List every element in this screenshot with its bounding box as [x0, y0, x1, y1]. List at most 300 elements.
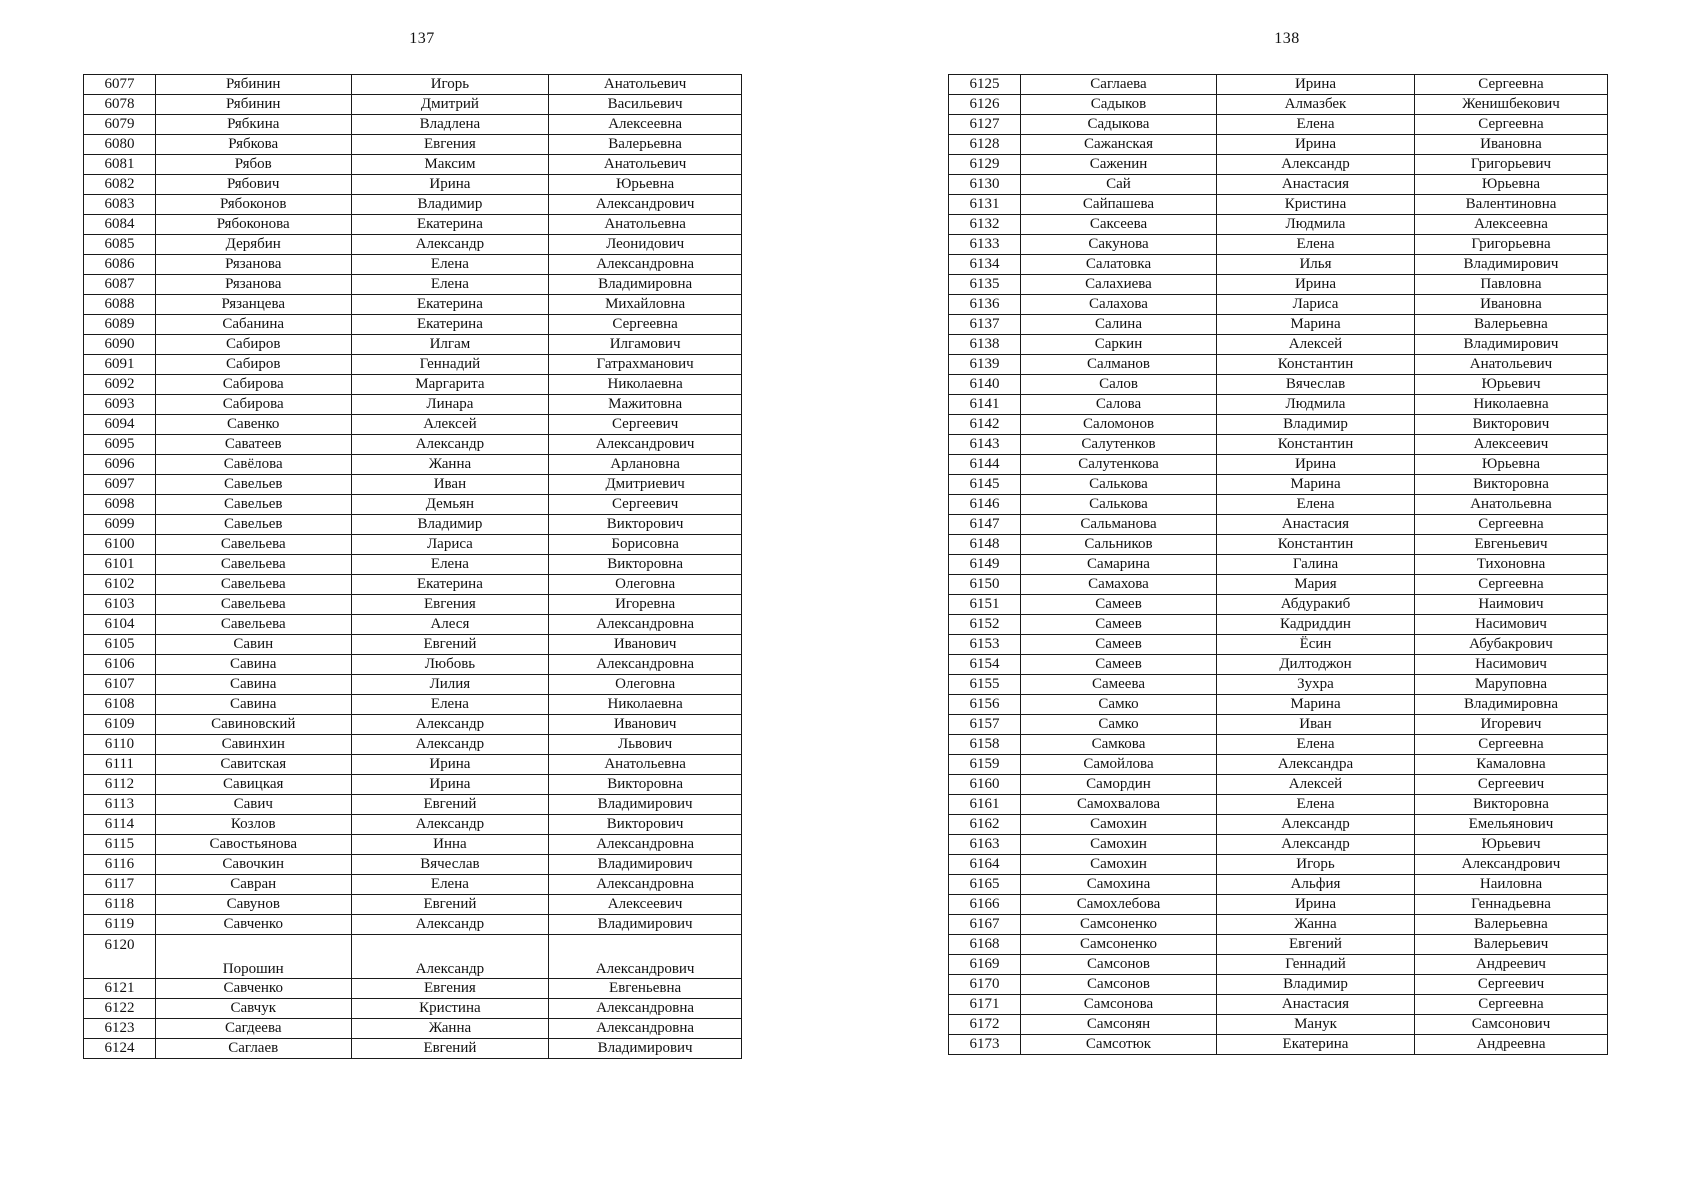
first-name-cell: Демьян — [351, 495, 549, 515]
last-name-cell: Рябов — [155, 155, 351, 175]
last-name-cell: Салатовка — [1021, 255, 1217, 275]
patronymic-cell: Дмитриевич — [549, 475, 742, 495]
row-number-cell: 6133 — [949, 235, 1021, 255]
table-row — [949, 115, 1608, 135]
row-number-cell: 6096 — [84, 455, 156, 475]
table-row — [949, 175, 1608, 195]
first-name-cell: Алеся — [351, 615, 549, 635]
first-name-cell: Владимир — [1217, 415, 1415, 435]
last-name-cell: Сай — [1021, 175, 1217, 195]
patronymic-cell: Владимирович — [549, 795, 742, 815]
row-number-cell: 6157 — [949, 715, 1021, 735]
last-name-cell: Сабанина — [155, 315, 351, 335]
first-name-cell: Геннадий — [1217, 955, 1415, 975]
first-name-cell: Евгений — [351, 1039, 549, 1059]
table-row — [84, 435, 742, 455]
first-name-cell: Ирина — [351, 775, 549, 795]
table-row — [949, 635, 1608, 655]
first-name-cell: Альфия — [1217, 875, 1415, 895]
table-row — [84, 755, 742, 775]
last-name-cell: Сакунова — [1021, 235, 1217, 255]
row-number-cell: 6149 — [949, 555, 1021, 575]
last-name-cell: Савран — [155, 875, 351, 895]
table-row — [84, 915, 742, 935]
table-row — [949, 535, 1608, 555]
table-row — [949, 875, 1608, 895]
row-number-cell: 6144 — [949, 455, 1021, 475]
patronymic-cell: Сергеевич — [549, 415, 742, 435]
table-row — [949, 215, 1608, 235]
row-number-cell: 6162 — [949, 815, 1021, 835]
last-name-cell: Саглаев — [155, 1039, 351, 1059]
table-row — [949, 715, 1608, 735]
first-name-cell: Анастасия — [1217, 995, 1415, 1015]
row-number-cell: 6100 — [84, 535, 156, 555]
row-number-cell: 6135 — [949, 275, 1021, 295]
table-row — [84, 395, 742, 415]
first-name-cell: Линара — [351, 395, 549, 415]
patronymic-cell: Валентиновна — [1415, 195, 1608, 215]
patronymic-cell: Игоревна — [549, 595, 742, 615]
last-name-cell: Самохина — [1021, 875, 1217, 895]
first-name-cell: Дмитрий — [351, 95, 549, 115]
table-row — [84, 255, 742, 275]
patronymic-cell: Анатольевич — [549, 155, 742, 175]
row-number-cell: 6172 — [949, 1015, 1021, 1035]
row-number-cell: 6170 — [949, 975, 1021, 995]
table-row — [949, 295, 1608, 315]
table-row — [84, 535, 742, 555]
row-number-cell: 6097 — [84, 475, 156, 495]
first-name-cell: Александр — [1217, 815, 1415, 835]
last-name-cell: Рябинин — [155, 75, 351, 95]
row-number-cell: 6087 — [84, 275, 156, 295]
first-name-cell: Анастасия — [1217, 175, 1415, 195]
first-name-cell: Константин — [1217, 355, 1415, 375]
table-row — [949, 435, 1608, 455]
row-number-cell: 6151 — [949, 595, 1021, 615]
row-number-cell: 6146 — [949, 495, 1021, 515]
table-row — [949, 395, 1608, 415]
table-row — [949, 795, 1608, 815]
patronymic-cell: Камаловна — [1415, 755, 1608, 775]
first-name-cell: Александр — [351, 435, 549, 455]
table-row — [949, 755, 1608, 775]
table-row — [84, 655, 742, 675]
first-name-cell: Евгения — [351, 135, 549, 155]
last-name-cell: Самохлебова — [1021, 895, 1217, 915]
first-name-cell: Александр — [351, 915, 549, 935]
patronymic-cell: Александровна — [549, 1019, 742, 1039]
patronymic-cell: Евгеньевич — [1415, 535, 1608, 555]
row-number-cell: 6117 — [84, 875, 156, 895]
first-name-cell: Владимир — [351, 515, 549, 535]
first-name-cell: Алмазбек — [1217, 95, 1415, 115]
row-number-cell: 6153 — [949, 635, 1021, 655]
last-name-cell: Самсоненко — [1021, 935, 1217, 955]
patronymic-cell: Валерьевич — [1415, 935, 1608, 955]
patronymic-cell: Ивановна — [1415, 295, 1608, 315]
last-name-cell: Самеев — [1021, 635, 1217, 655]
row-number-cell: 6091 — [84, 355, 156, 375]
first-name-cell: Александр — [351, 735, 549, 755]
patronymic-cell: Борисовна — [549, 535, 742, 555]
table-row — [949, 275, 1608, 295]
last-name-cell: Самеев — [1021, 595, 1217, 615]
first-name-cell: Евгения — [351, 595, 549, 615]
table-row — [949, 975, 1608, 995]
row-number-cell: 6119 — [84, 915, 156, 935]
table-row — [949, 475, 1608, 495]
first-name-cell: Ирина — [1217, 135, 1415, 155]
row-number-cell: 6167 — [949, 915, 1021, 935]
patronymic-cell: Геннадьевна — [1415, 895, 1608, 915]
row-number-cell: 6132 — [949, 215, 1021, 235]
table-row — [949, 515, 1608, 535]
last-name-cell: Савин — [155, 635, 351, 655]
row-number-cell: 6147 — [949, 515, 1021, 535]
first-name-cell: Ирина — [1217, 275, 1415, 295]
last-name-cell: Салов — [1021, 375, 1217, 395]
first-name-cell: Екатерина — [351, 315, 549, 335]
row-number-cell: 6102 — [84, 575, 156, 595]
last-name-cell: Савина — [155, 655, 351, 675]
last-name-cell: Саглаева — [1021, 75, 1217, 95]
patronymic-cell: Александрович — [549, 435, 742, 455]
first-name-cell: Иван — [1217, 715, 1415, 735]
row-number-cell: 6109 — [84, 715, 156, 735]
first-name-cell: Елена — [1217, 235, 1415, 255]
row-number-cell: 6078 — [84, 95, 156, 115]
last-name-cell: Савинхин — [155, 735, 351, 755]
patronymic-cell: Алексеевна — [1415, 215, 1608, 235]
last-name-cell: Савич — [155, 795, 351, 815]
first-name-cell: Дилтоджон — [1217, 655, 1415, 675]
patronymic-cell: Ивановна — [1415, 135, 1608, 155]
first-name-cell: Геннадий — [351, 355, 549, 375]
table-row — [949, 375, 1608, 395]
table-row — [949, 75, 1608, 95]
patronymic-cell: Евгеньевна — [549, 979, 742, 999]
patronymic-cell: Владимирович — [549, 1039, 742, 1059]
table-row — [84, 175, 742, 195]
table-row — [84, 455, 742, 475]
last-name-cell: Савельева — [155, 575, 351, 595]
patronymic-cell: Леонидович — [549, 235, 742, 255]
first-name-cell: Вячеслав — [351, 855, 549, 875]
row-number-cell: 6094 — [84, 415, 156, 435]
table-row — [949, 915, 1608, 935]
first-name-cell: Елена — [351, 255, 549, 275]
patronymic-cell: Александровна — [549, 875, 742, 895]
patronymic-cell: Викторович — [549, 515, 742, 535]
table-row — [84, 295, 742, 315]
patronymic-cell: Иванович — [549, 635, 742, 655]
table-row — [949, 815, 1608, 835]
table-row — [84, 635, 742, 655]
row-number-cell: 6107 — [84, 675, 156, 695]
table-row — [949, 575, 1608, 595]
table-row — [949, 455, 1608, 475]
first-name-cell: Лилия — [351, 675, 549, 695]
patronymic-cell: Тихоновна — [1415, 555, 1608, 575]
first-name-cell: Евгения — [351, 979, 549, 999]
first-name-cell: Жанна — [1217, 915, 1415, 935]
last-name-cell: Самко — [1021, 695, 1217, 715]
first-name-cell: Александр — [1217, 835, 1415, 855]
patronymic-cell: Львович — [549, 735, 742, 755]
first-name-cell: Людмила — [1217, 215, 1415, 235]
row-number-cell: 6128 — [949, 135, 1021, 155]
last-name-cell: Савенко — [155, 415, 351, 435]
table-row — [84, 735, 742, 755]
first-name-cell: Екатерина — [351, 215, 549, 235]
last-name-cell: Савунов — [155, 895, 351, 915]
patronymic-cell: Олеговна — [549, 675, 742, 695]
first-name-cell: Людмила — [1217, 395, 1415, 415]
last-name-cell: Сальманова — [1021, 515, 1217, 535]
row-number-cell: 6104 — [84, 615, 156, 635]
patronymic-cell: Наимович — [1415, 595, 1608, 615]
patronymic-cell: Самсонович — [1415, 1015, 1608, 1035]
last-name-cell: Сагдеева — [155, 1019, 351, 1039]
table-row — [949, 235, 1608, 255]
last-name-cell: Сажанская — [1021, 135, 1217, 155]
first-name-cell: Иван — [351, 475, 549, 495]
roster-table-right — [948, 74, 1608, 1055]
row-number-cell: 6114 — [84, 815, 156, 835]
patronymic-cell: Наиловна — [1415, 875, 1608, 895]
patronymic-cell: Анатольевна — [1415, 495, 1608, 515]
row-number-cell: 6150 — [949, 575, 1021, 595]
first-name-cell: Илгам — [351, 335, 549, 355]
row-number-cell: 6112 — [84, 775, 156, 795]
patronymic-cell: Алексеевич — [1415, 435, 1608, 455]
row-number-cell: 6173 — [949, 1035, 1021, 1055]
row-number-cell: 6148 — [949, 535, 1021, 555]
row-number-cell: 6082 — [84, 175, 156, 195]
table-row — [84, 215, 742, 235]
table-row — [84, 315, 742, 335]
table-row — [949, 95, 1608, 115]
table-row — [949, 135, 1608, 155]
first-name-cell: Ёсин — [1217, 635, 1415, 655]
page-number-left: 137 — [409, 30, 435, 47]
row-number-cell: 6164 — [949, 855, 1021, 875]
last-name-cell: Саркин — [1021, 335, 1217, 355]
patronymic-cell: Мажитовна — [549, 395, 742, 415]
patronymic-cell: Юрьевна — [1415, 175, 1608, 195]
row-number-cell: 6160 — [949, 775, 1021, 795]
row-number-cell: 6086 — [84, 255, 156, 275]
first-name-cell: Кадриддин — [1217, 615, 1415, 635]
patronymic-cell: Николаевна — [1415, 395, 1608, 415]
last-name-cell: Салутенкова — [1021, 455, 1217, 475]
table-row — [949, 955, 1608, 975]
first-name-cell: Александр — [351, 715, 549, 735]
table-row — [949, 415, 1608, 435]
row-number-cell: 6125 — [949, 75, 1021, 95]
row-number-cell: 6083 — [84, 195, 156, 215]
first-name-cell: Ирина — [351, 755, 549, 775]
patronymic-cell: Юрьевич — [1415, 375, 1608, 395]
table-row — [949, 855, 1608, 875]
first-name-cell: Абдуракиб — [1217, 595, 1415, 615]
table-row — [84, 135, 742, 155]
patronymic-cell: Илгамович — [549, 335, 742, 355]
last-name-cell: Саломонов — [1021, 415, 1217, 435]
table-row — [84, 475, 742, 495]
first-name-cell: Любовь — [351, 655, 549, 675]
patronymic-cell: Николаевна — [549, 695, 742, 715]
table-row — [84, 335, 742, 355]
table-row — [949, 675, 1608, 695]
patronymic-cell: Валерьевна — [1415, 315, 1608, 335]
patronymic-cell: Юрьевич — [1415, 835, 1608, 855]
table-row — [84, 375, 742, 395]
last-name-cell: Салманов — [1021, 355, 1217, 375]
row-number-cell: 6115 — [84, 835, 156, 855]
table-row — [84, 595, 742, 615]
patronymic-cell: Григорьевна — [1415, 235, 1608, 255]
first-name-cell: Владимир — [1217, 975, 1415, 995]
last-name-cell: Самсонов — [1021, 975, 1217, 995]
patronymic-cell: Насимович — [1415, 655, 1608, 675]
first-name-cell: Екатерина — [351, 575, 549, 595]
last-name-cell: Самеева — [1021, 675, 1217, 695]
first-name-cell: Инна — [351, 835, 549, 855]
row-number-cell: 6122 — [84, 999, 156, 1019]
last-name-cell: Савельев — [155, 495, 351, 515]
last-name-cell: Самохин — [1021, 815, 1217, 835]
row-number-cell: 6129 — [949, 155, 1021, 175]
row-number-cell: 6137 — [949, 315, 1021, 335]
last-name-cell: Рязанова — [155, 255, 351, 275]
last-name-cell: Самсонов — [1021, 955, 1217, 975]
table-row — [84, 775, 742, 795]
row-number-cell: 6121 — [84, 979, 156, 999]
last-name-cell: Салькова — [1021, 475, 1217, 495]
first-name-cell: Алексей — [1217, 775, 1415, 795]
row-number-cell: 6108 — [84, 695, 156, 715]
first-name-cell: Константин — [1217, 535, 1415, 555]
patronymic-cell: Игоревич — [1415, 715, 1608, 735]
last-name-cell: Савитская — [155, 755, 351, 775]
patronymic-cell: Викторович — [549, 815, 742, 835]
row-number-cell: 6103 — [84, 595, 156, 615]
first-name-cell: Елена — [1217, 495, 1415, 515]
last-name-cell: Сабирова — [155, 375, 351, 395]
last-name-cell: Дерябин — [155, 235, 351, 255]
patronymic-cell: Сергеевна — [1415, 75, 1608, 95]
row-number-cell: 6161 — [949, 795, 1021, 815]
row-number-cell: 6090 — [84, 335, 156, 355]
table-row — [949, 895, 1608, 915]
last-name-cell: Самеев — [1021, 655, 1217, 675]
table-row — [84, 1019, 742, 1039]
last-name-cell: Рябоконова — [155, 215, 351, 235]
table-row — [84, 75, 742, 95]
first-name-cell: Лариса — [1217, 295, 1415, 315]
row-number-cell: 6138 — [949, 335, 1021, 355]
row-number-cell: 6081 — [84, 155, 156, 175]
first-name-cell: Ирина — [1217, 895, 1415, 915]
table-row — [949, 335, 1608, 355]
row-number-cell: 6106 — [84, 655, 156, 675]
patronymic-cell: Александрович — [549, 195, 742, 215]
patronymic-cell: Юрьевна — [549, 175, 742, 195]
patronymic-cell: Андреевич — [1415, 955, 1608, 975]
patronymic-cell: Сергеевна — [1415, 515, 1608, 535]
table-row — [84, 935, 742, 979]
last-name-cell: Сальников — [1021, 535, 1217, 555]
patronymic-cell: Николаевна — [549, 375, 742, 395]
table-row — [949, 495, 1608, 515]
patronymic-cell: Маруповна — [1415, 675, 1608, 695]
row-number-cell: 6169 — [949, 955, 1021, 975]
table-row — [949, 1015, 1608, 1035]
table-row — [84, 795, 742, 815]
last-name-cell: Садыкова — [1021, 115, 1217, 135]
patronymic-cell: Анатольевна — [549, 755, 742, 775]
row-number-cell: 6084 — [84, 215, 156, 235]
first-name-cell: Манук — [1217, 1015, 1415, 1035]
first-name-cell: Владлена — [351, 115, 549, 135]
first-name-cell: Алексей — [351, 415, 549, 435]
last-name-cell: Савченко — [155, 915, 351, 935]
first-name-cell: Елена — [351, 275, 549, 295]
first-name-cell: Елена — [351, 695, 549, 715]
first-name-cell: Александра — [1217, 755, 1415, 775]
row-number-cell: 6124 — [84, 1039, 156, 1059]
patronymic-cell: Сергеевна — [1415, 735, 1608, 755]
patronymic-cell: Владимирович — [549, 855, 742, 875]
row-number-cell: 6093 — [84, 395, 156, 415]
table-row — [84, 1039, 742, 1059]
row-number-cell: 6101 — [84, 555, 156, 575]
row-number-cell: 6123 — [84, 1019, 156, 1039]
first-name-cell: Мария — [1217, 575, 1415, 595]
last-name-cell: Самеев — [1021, 615, 1217, 635]
row-number-cell: 6154 — [949, 655, 1021, 675]
patronymic-cell: Олеговна — [549, 575, 742, 595]
first-name-cell: Александр — [351, 935, 549, 979]
patronymic-cell: Викторовна — [549, 775, 742, 795]
last-name-cell: Самордин — [1021, 775, 1217, 795]
last-name-cell: Савельев — [155, 475, 351, 495]
last-name-cell: Сабиров — [155, 335, 351, 355]
row-number-cell: 6168 — [949, 935, 1021, 955]
table-row — [949, 255, 1608, 275]
last-name-cell: Рябинин — [155, 95, 351, 115]
table-row — [84, 115, 742, 135]
first-name-cell: Елена — [351, 875, 549, 895]
patronymic-cell: Васильевич — [549, 95, 742, 115]
last-name-cell: Рязанова — [155, 275, 351, 295]
table-row — [949, 935, 1608, 955]
last-name-cell: Савиновский — [155, 715, 351, 735]
first-name-cell: Ирина — [351, 175, 549, 195]
row-number-cell: 6165 — [949, 875, 1021, 895]
patronymic-cell: Сергеевна — [549, 315, 742, 335]
first-name-cell: Ирина — [1217, 75, 1415, 95]
patronymic-cell: Алексеевна — [549, 115, 742, 135]
table-row — [949, 1035, 1608, 1055]
last-name-cell: Самко — [1021, 715, 1217, 735]
table-row — [84, 555, 742, 575]
table-row — [949, 355, 1608, 375]
page-number-right: 138 — [1274, 30, 1300, 47]
